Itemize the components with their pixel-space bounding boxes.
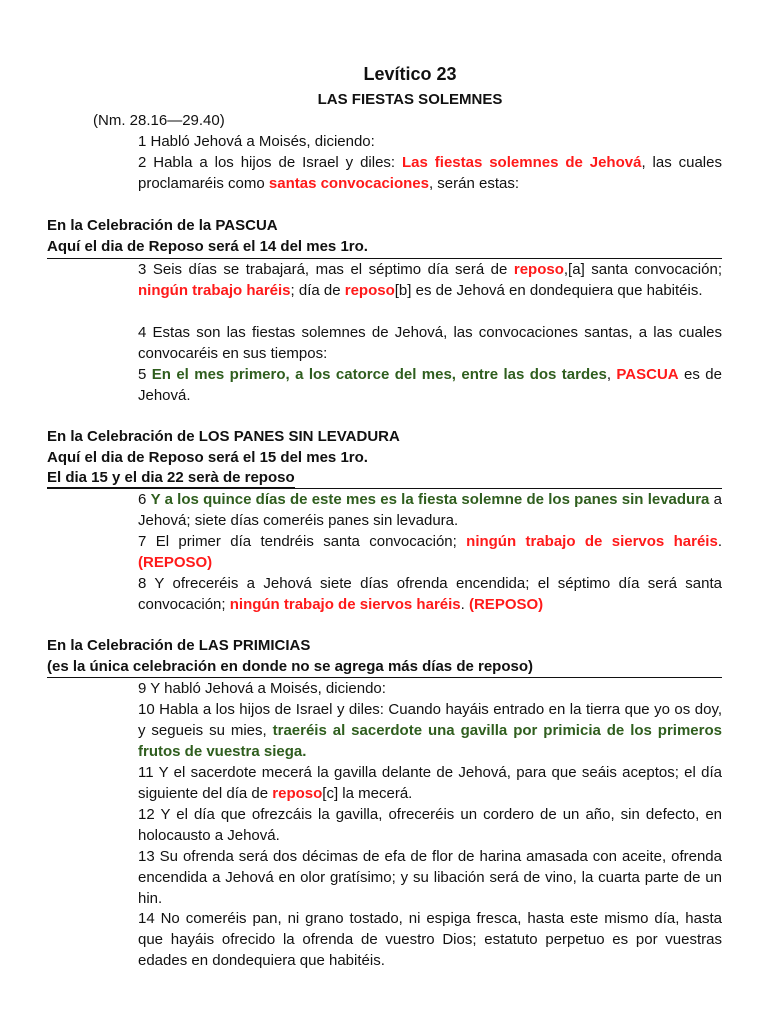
verse-6: 6 Y a los quince días de este mes es la fiesta solemne de los panes sin levadura a Jehová; siete días comeréis panes sin levadura. — [138, 491, 722, 529]
cross-reference: (Nm. 28.16—29.40) — [93, 112, 225, 129]
verse-8: 8 Y ofreceréis a Jehová siete días ofrenda encendida; el séptimo día será santa convocación; ningún trabajo de siervos haréis. (REPOSO) — [138, 575, 722, 613]
verse-3: 3 Seis días se trabajará, mas el séptimo día será de reposo,[a] santa convocación; ningún trabajo haréis; día de reposo[b] es de Jehová en dondequiera que habitéis. — [138, 261, 722, 299]
verse-5: 5 En el mes primero, a los catorce del mes, entre las dos tardes, PASCUA es de Jehová. — [138, 366, 722, 404]
verse-7: 7 El primer día tendréis santa convocación; ningún trabajo de siervos haréis. (REPOSO) — [138, 533, 722, 571]
section-subheading-panes: Aquí el dia de Reposo será el 15 del mes 1ro. — [47, 449, 368, 466]
verse-13: 13 Su ofrenda será dos décimas de efa de flor de harina amasada con aceite, ofrenda encendida a Jehová en olor gratísimo; y su libación será de vino, la cuarta parte de un hin. — [138, 848, 722, 907]
section-subheading-panes-2: El dia 15 y el dia 22 serà de reposo — [47, 469, 295, 486]
verse-4: 4 Estas son las fiestas solemnes de Jehová, las convocaciones santas, a las cuales convocaréis en sus tiempos: — [138, 324, 722, 362]
verse-12: 12 Y el día que ofrezcáis la gavilla, ofreceréis un cordero de un año, sin defecto, en holocausto a Jehová. — [138, 806, 722, 844]
verse-10: 10 Habla a los hijos de Israel y diles: Cuando hayáis entrado en la tierra que yo os doy, y segueis su mies, traeréis al sacerdote una gavilla por primicia de los primeros frutos de vuestra siega. — [138, 701, 722, 760]
verse-14: 14 No comeréis pan, ni grano tostado, ni espiga fresca, hasta este mismo día, hasta que hayáis ofrecido la ofrenda de vuestro Dios; estatuto perpetuo es por vuestras edades en dondequiera que habitéis. — [138, 910, 722, 969]
section-subheading-pascua: Aquí el dia de Reposo será el 14 del mes 1ro. — [47, 238, 368, 255]
verse-11: 11 Y el sacerdote mecerá la gavilla delante de Jehová, para que seáis aceptos; el día siguiente del día de reposo[c] la mecerá. — [138, 764, 722, 802]
section-subheading-primicias: (es la única celebración en donde no se agrega más días de reposo) — [47, 658, 533, 675]
section-heading-pascua: En la Celebración de la PASCUA — [47, 217, 278, 234]
document-title: Levítico 23 — [363, 64, 457, 84]
section-heading-primicias: En la Celebración de LAS PRIMICIAS — [47, 637, 311, 654]
section-heading-panes: En la Celebración de LOS PANES SIN LEVADURA — [47, 428, 400, 445]
document-subtitle: LAS FIESTAS SOLEMNES — [317, 91, 503, 108]
verse-2: 2 Habla a los hijos de Israel y diles: Las fiestas solemnes de Jehová, las cuales proclamaréis como santas convocaciones, serán estas: — [138, 154, 722, 192]
verse-9: 9 Y habló Jehová a Moisés, diciendo: — [138, 680, 386, 697]
verse-1: 1 Habló Jehová a Moisés, diciendo: — [138, 133, 375, 150]
